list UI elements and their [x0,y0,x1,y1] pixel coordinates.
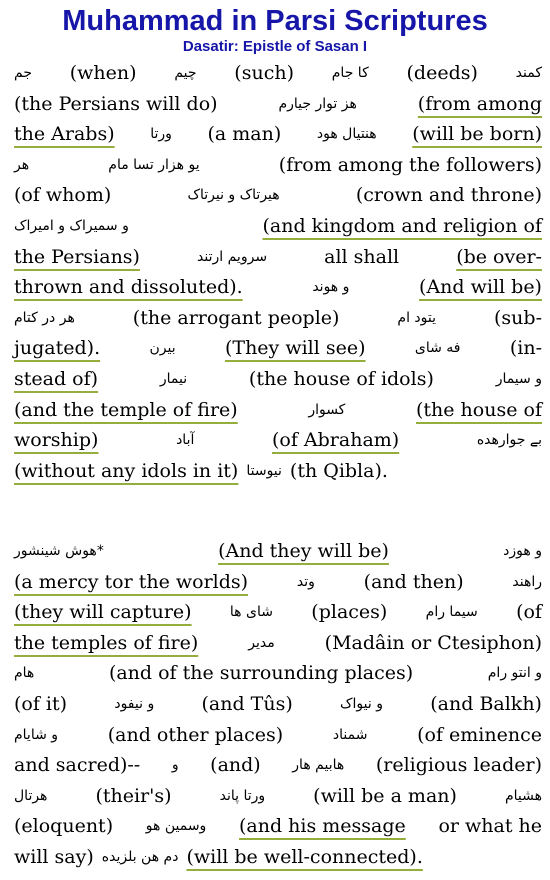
text-line [14,628,542,659]
translation-text: (religious leader) [375,754,542,777]
translation-text: (eloquent) [14,815,114,838]
persian-text: دم هن بلزیده [101,848,179,865]
highlighted-translation: (of Abraham) [271,429,400,452]
page-title: Muhammad in Parsi Scriptures [62,5,488,37]
highlighted-translation: the temples of fire) [14,631,199,654]
persian-text: وتد [296,573,315,590]
text-line [14,272,542,303]
translation-text: (from among the followers) [278,153,542,176]
persian-text: آباد [176,432,195,449]
translation-text: (the Persians will do) [14,92,218,115]
persian-text: سیما رام [425,604,478,621]
highlighted-translation: (the house of [415,398,542,421]
persian-text: نیمار [159,370,188,387]
text-line [14,303,542,334]
translation-text: (the house of idols) [248,367,434,390]
persian-text: بیرن [149,340,176,357]
translation-text: all shall [324,245,400,268]
translation-text: (when) [69,62,137,84]
translation-text: (deeds) [406,62,478,84]
text-line [14,242,542,273]
page-subtitle: Dasatir: Epistle of Sasan I [182,38,368,55]
paragraph-1 [14,58,542,486]
translation-text: (the arrogant people) [132,306,340,329]
highlighted-translation: the Persians) [14,245,140,268]
text-line [14,58,542,89]
persian-text: هابیم هار [292,757,345,774]
translation-text: (and) [210,754,261,777]
persian-text: ورتا [150,126,172,143]
highlighted-translation: (they will capture) [14,601,192,624]
persian-text: و انتو رام [487,665,542,682]
text-line [14,658,542,689]
persian-text: فه شای [414,340,461,357]
highlighted-translation: worship) [14,429,99,452]
text-line [14,781,542,812]
persian-text: جم [14,65,32,81]
persian-text: و نیواک [340,695,383,712]
translation-text: (and of the surrounding places) [108,662,414,685]
text-line [14,597,542,628]
text-line [14,211,542,242]
translation-text: will say) [14,845,94,868]
highlighted-translation: the Arabs) [14,123,115,146]
persian-text: و نیفود [114,695,155,712]
text-line [14,150,542,181]
persian-text: و هوند [312,279,350,296]
text-line [14,333,542,364]
translation-text: (a man) [207,123,282,146]
translation-text: and sacred)-- [14,754,141,777]
text-line [14,689,542,720]
persian-text: شای ها [229,604,273,621]
persian-text: و سمیراک و امیراک [14,217,129,234]
highlighted-translation: (will be born) [412,123,542,146]
text-line [14,811,542,842]
translation-text: (in- [509,337,542,360]
text-line [14,842,542,873]
text-line [14,425,542,456]
persian-text: هیرتاک و نیرتاک [187,187,280,204]
highlighted-translation: (from among [417,92,542,115]
text-line [14,567,542,598]
translation-text: (will be a man) [313,784,457,807]
persian-text: بے جوارهده [476,432,542,449]
persian-text: یو هزار تسا مام [108,156,200,173]
persian-text: سرویم ارتند [197,248,268,265]
highlighted-translation: (and his message [239,815,406,838]
translation-text: (crown and throne) [355,184,542,207]
persian-text: *هوش شینشور [14,543,104,559]
paragraph-2 [14,536,542,873]
highlighted-translation: (And will be) [419,276,542,299]
text-line [14,720,542,751]
text-line [14,395,542,426]
highlighted-translation: (And they will be) [218,540,389,562]
highlighted-translation: (a mercy tor the worlds) [14,570,249,593]
highlighted-translation: (be over- [456,245,542,268]
translation-text: (and other places) [107,723,284,746]
persian-text: راهند [512,573,542,590]
persian-text: کا جام [331,65,369,81]
persian-text: هشیام [504,787,542,804]
translation-text: (places) [311,601,388,624]
persian-text: هر [14,156,30,173]
persian-text: هام [14,665,35,682]
translation-text: (th Qibla). [289,459,388,482]
persian-text: و سیمار [495,370,542,387]
text-line [14,180,542,211]
persian-text: ورتا پاند [219,787,266,804]
highlighted-translation: (They will see) [224,337,366,360]
highlighted-translation: (and the temple of fire) [14,398,238,421]
translation-text: (Madâin or Ctesiphon) [324,631,542,654]
translation-text: or what he [438,815,542,838]
persian-text: و شایام [14,726,59,743]
highlighted-translation: stead of) [14,367,99,390]
highlighted-translation: jugated). [14,337,101,360]
translation-text: (sub- [494,306,542,329]
translation-text: (such) [234,62,294,84]
highlighted-translation: thrown and dissoluted). [14,276,243,299]
persian-text: شمناد [332,726,368,743]
translation-text: (and Balkh) [430,692,542,715]
text-line [14,364,542,395]
text-line [14,750,542,781]
persian-text: هرتال [14,787,48,804]
persian-text: و هوزد [503,543,542,559]
persian-text: وسمین هو [145,818,207,835]
text-line [14,119,542,150]
persian-text: یتود ام [397,309,437,326]
translation-text: (of eminence [417,723,542,746]
text-line [14,536,542,567]
persian-text: کمند [515,65,542,81]
translation-text: (and Tûs) [201,692,293,715]
persian-text: مدیر [248,634,275,651]
persian-text: کسوار [308,401,346,418]
translation-text: (and then) [363,570,464,593]
persian-text: هنتیال هود [316,126,377,143]
text-line [14,89,542,120]
translation-text: (of whom) [14,184,112,207]
translation-text: (their's) [95,784,172,807]
persian-text: نیوستا [246,462,282,479]
persian-text: هر در کتام [14,309,75,326]
translation-text: (of [516,601,542,624]
translation-text: (of it) [14,692,68,715]
highlighted-translation: (will be well-connected). [186,845,423,868]
highlighted-translation: (without any idols in it) [14,459,239,482]
highlighted-translation: (and kingdom and religion of [262,214,542,237]
persian-text: چیم [174,65,197,81]
persian-text: هز توار جیارم [278,95,357,112]
text-line [14,456,542,487]
persian-text: و [171,757,179,774]
